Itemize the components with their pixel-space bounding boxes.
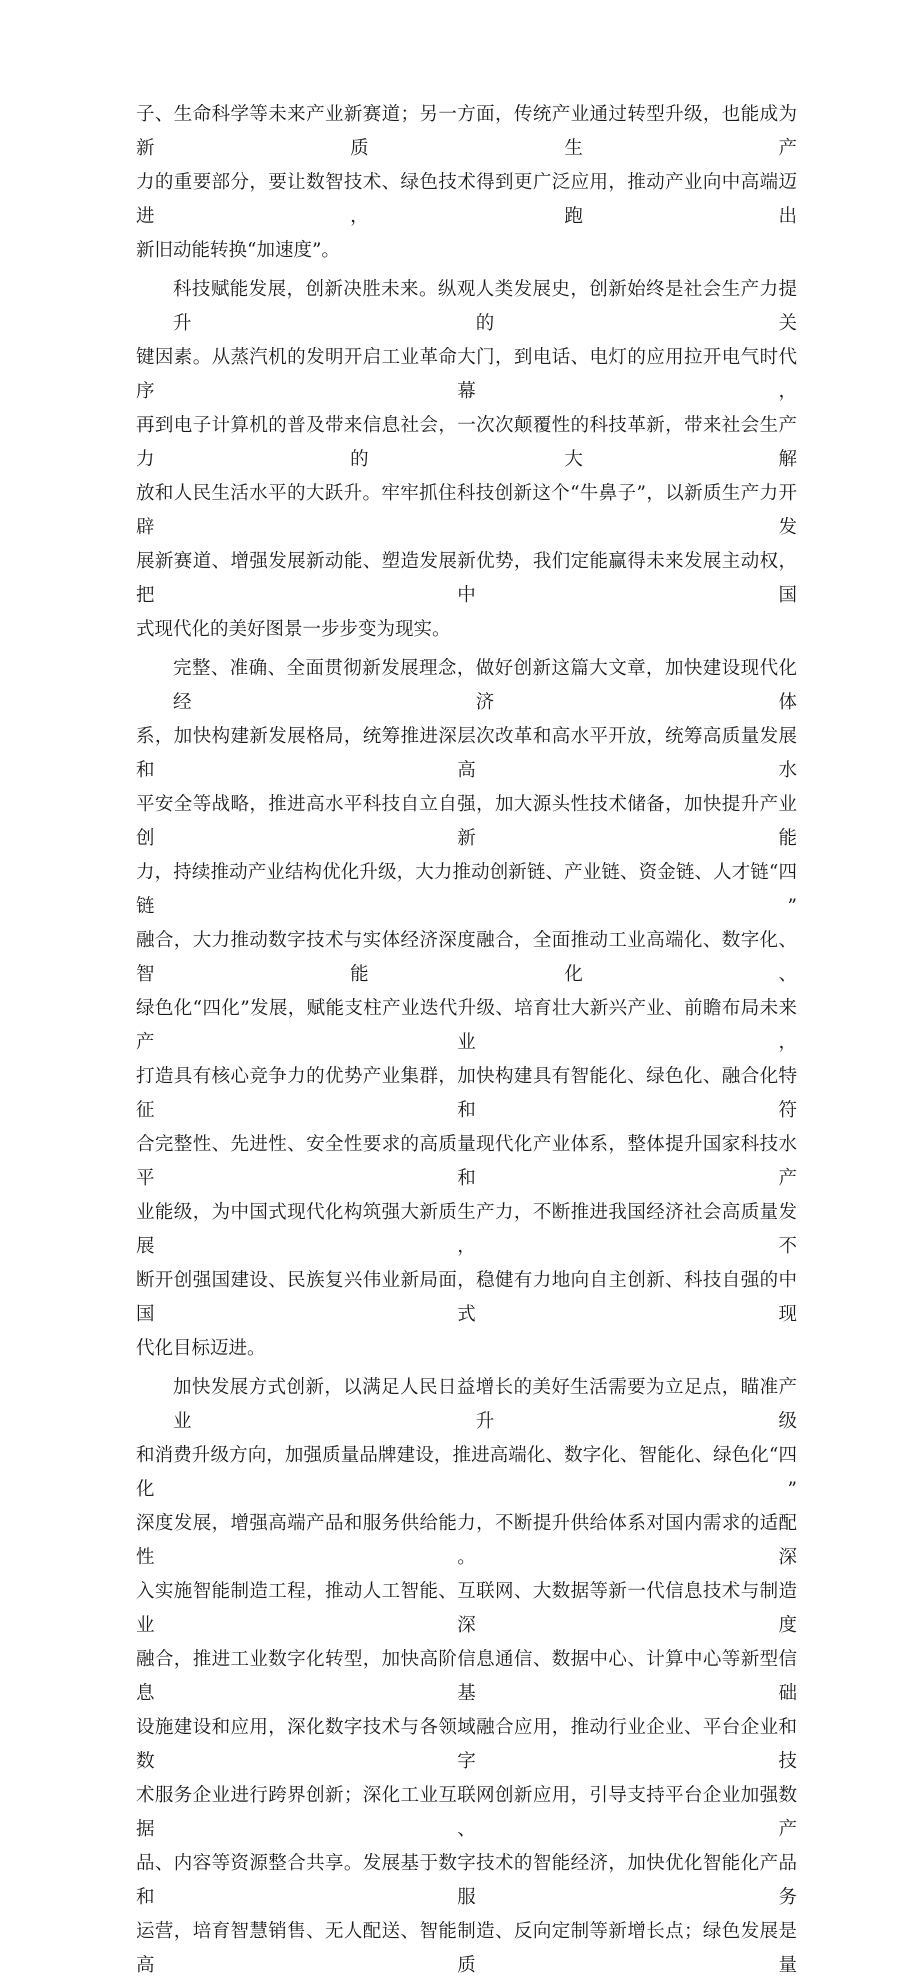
text-line: 子、生命科学等未来产业新赛道；另一方面，传统产业通过转型升级，也能成为新质生产 (136, 104, 797, 159)
text-line: 合完整性、先进性、安全性要求的高质量现代化产业体系，整体提升国家科技水平和产 (136, 1134, 797, 1189)
paragraph-1 (136, 98, 797, 268)
text-line: 业能级，为中国式现代化构筑强大新质生产力，不断推进我国经济社会高质量发展，不 (136, 1202, 797, 1257)
text-line: 式现代化的美好图景一步步变为现实。 (136, 619, 451, 640)
text-line: 入实施智能制造工程，推动人工智能、互联网、大数据等新一代信息技术与制造业深度 (136, 1581, 797, 1636)
text-line: 展新赛道、增强发展新动能、塑造发展新优势，我们定能赢得未来发展主动权，把中国 (136, 551, 797, 606)
text-line: 键因素。从蒸汽机的发明开启工业革命大门，到电话、电灯的应用拉开电气时代序幕， (136, 347, 797, 402)
text-line: 断开创强国建设、民族复兴伟业新局面，稳健有力地向自主创新、科技自强的中国式现 (136, 1270, 797, 1325)
text-line: 力，持续推动产业结构优化升级，大力推动创新链、产业链、资金链、人才链“四链” (136, 862, 797, 917)
text-line: 放和人民生活水平的大跃升。牢牢抓住科技创新这个“牛鼻子”，以新质生产力开辟发 (136, 483, 797, 538)
text-line: 加快发展方式创新，以满足人民日益增长的美好生活需要为立足点，瞄准产业升级 (173, 1377, 797, 1432)
text-line: 再到电子计算机的普及带来信息社会，一次次颠覆性的科技革新，带来社会生产力的大解 (136, 415, 797, 470)
text-line: 融合，推进工业数字化转型，加快高阶信息通信、数据中心、计算中心等新型信息基础 (136, 1649, 797, 1704)
paragraph-2 (136, 273, 797, 647)
text-line: 品、内容等资源整合共享。发展基于数字技术的智能经济，加快优化智能化产品和服务 (136, 1853, 797, 1908)
paragraph-3 (136, 652, 797, 1366)
text-line: 完整、准确、全面贯彻新发展理念，做好创新这篇大文章，加快建设现代化经济体 (173, 658, 797, 713)
text-line: 平安全等战略，推进高水平科技自立自强，加大源头性技术储备，加快提升产业创新能 (136, 794, 797, 849)
text-line: 设施建设和应用，深化数字技术与各领域融合应用，推动行业企业、平台企业和数字技 (136, 1717, 797, 1772)
text-line: 融合，大力推动数字技术与实体经济深度融合，全面推动工业高端化、数字化、智能化、 (136, 930, 797, 985)
text-line: 力的重要部分，要让数智技术、绿色技术得到更广泛应用，推动产业向中高端迈进，跑出 (136, 172, 797, 227)
text-line: 代化目标迈进。 (136, 1338, 266, 1359)
text-line: 打造具有核心竞争力的优势产业集群，加快构建具有智能化、绿色化、融合化特征和符 (136, 1066, 797, 1121)
text-line: 绿色化“四化”发展，赋能支柱产业迭代升级、培育壮大新兴产业、前瞻布局未来产业， (136, 998, 797, 1053)
text-line: 新旧动能转换“加速度”。 (136, 240, 340, 261)
text-line: 和消费升级方向，加强质量品牌建设，推进高端化、数字化、智能化、绿色化“四化” (136, 1445, 797, 1500)
document-body (136, 98, 797, 1988)
text-line: 运营，培育智慧销售、无人配送、智能制造、反向定制等新增长点；绿色发展是高质量 (136, 1921, 797, 1976)
text-line: 深度发展，增强高端产品和服务供给能力，不断提升供给体系对国内需求的适配性。深 (136, 1513, 797, 1568)
text-line: 术服务企业进行跨界创新；深化工业互联网创新应用，引导支持平台企业加强数据、产 (136, 1785, 797, 1840)
text-line: 系，加快构建新发展格局，统筹推进深层次改革和高水平开放，统筹高质量发展和高水 (136, 726, 797, 781)
paragraph-4 (136, 1371, 797, 1983)
text-line: 科技赋能发展，创新决胜未来。纵观人类发展史，创新始终是社会生产力提升的关 (173, 279, 797, 334)
